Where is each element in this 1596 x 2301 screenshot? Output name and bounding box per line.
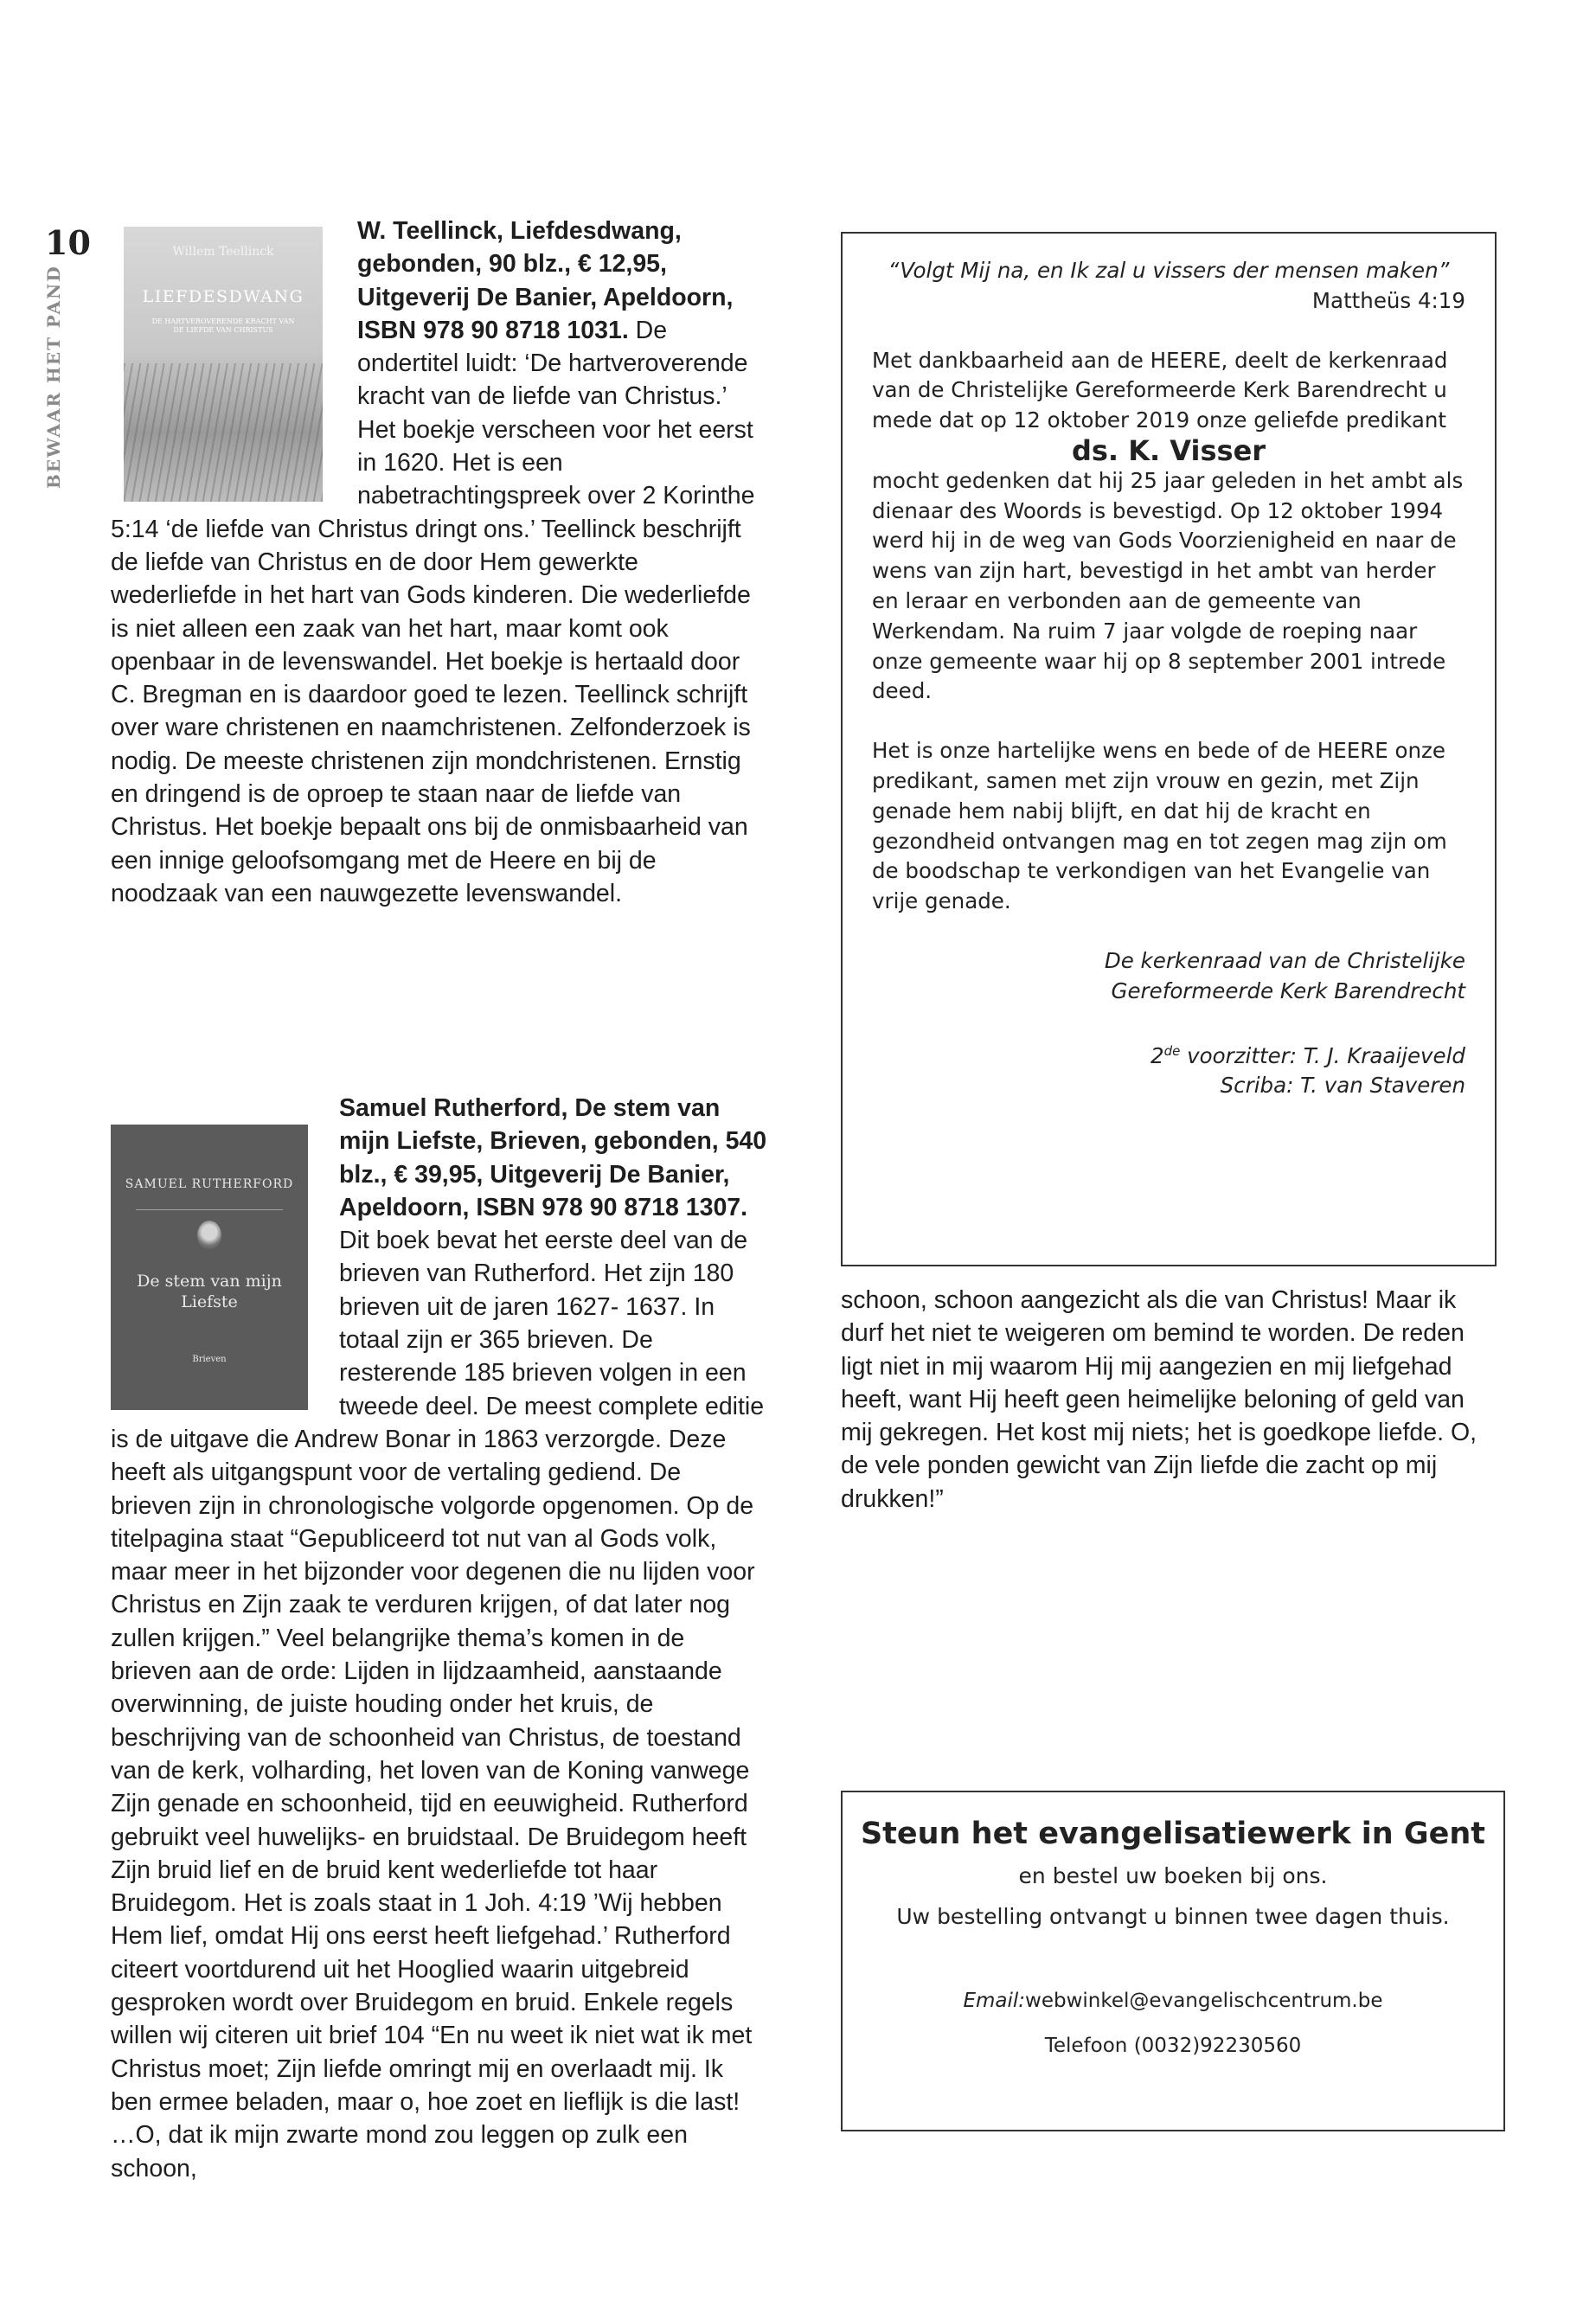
cover-author: SAMUEL RUTHERFORD — [125, 1177, 294, 1191]
cover-subtitle: DE HARTVEROVERENDE KRACHT VAN DE LIEFDE VAN CHRISTUS — [151, 317, 295, 334]
book-review-teellinck — [111, 215, 768, 1080]
notice-wish: Het is onze hartelijke wens en bede of de HEERE onze predikant, samen met zijn vrouw en gezin, met Zijn genade hem nabij blijft, en dat hij de kracht en gezondheid ontvangen mag en tot zegen mag zijn om de boodschap te verkondigen van het Evangelie van vrije genade. — [872, 738, 1447, 914]
side-label: BEWAAR HET PAND — [43, 265, 64, 489]
book-cover-liefdesdwang — [124, 227, 323, 502]
page-number: 10 — [45, 223, 91, 262]
book-review-rutherford — [111, 1092, 768, 2185]
promo-line-1: en bestel uw boeken bij ons. — [1018, 1863, 1328, 1888]
cover-author: Willem Teellinck — [172, 245, 274, 259]
book-heading: Samuel Rutherford, De stem van mijn Liefste, Brieven, gebonden, 540 blz., € 39,95, Uitgeverij De Banier, Apeldoorn, ISBN 978 90 8718 1307. — [339, 1094, 767, 1221]
book-body: De ondertitel luidt: ‘De hartveroverende kracht van de liefde van Christus.’ Het boekje verscheen voor het eerst in 1620. Het is een nabetrachtingspreek over 2 Korinthe 5:14 ‘de liefde van Christus dringt ons.’ Teellinck beschrijft de liefde van Christus en de door Hem gewerkte wederliefde in het hart van Gods kinderen. Die wederliefde is niet alleen een zaak van het hart, maar komt ook openbaar in de levenswandel. Het boekje is hertaald door C. Bregman en is daardoor goed te lezen. Teellinck schrijft over ware christenen en naamchristenen. Zelfonderzoek is nodig. De meeste christenen zijn mondchristenen. Ernstig en dringend is de oproep te staan naar de liefde van Christus. Het boekje bepaalt ons bij de onmisbaarheid van een innige geloofsomgang met de Heere en bij de noodzaak van een nauwgezette levenswandel. — [111, 316, 755, 907]
cover-divider — [136, 1209, 283, 1210]
book-body: Dit boek bevat het eerste deel van de brieven van Rutherford. Het zijn 180 brieven uit de jaren 1627- 1637. In totaal zijn er 365 brieven. De resterende 185 brieven volgen in een tweede deel. De meest complete editie is de uitgave die Andrew Bonar in 1863 verzorgde. Deze heeft als uitgangspunt voor de vertaling gediend. De brieven zijn in chronologische volgorde opgenomen. Op de titelpagina staat “Gepubliceerd tot nut van al Gods volk, maar meer in het bijzonder voor degenen die nu lijden voor Christus en Zijn zaak te verduren krijgen, of dat later nog zullen krijgen.” Veel belangrijke thema’s komen in de brieven aan de orde: Lijden in lijdzaamheid, aanstaande overwinning, de juiste houding onder het kruis, de beschrijving van de schoonheid van Christus, de toestand van de kerk, volharding, het loven van de Koning vanwege Zijn genade en schoonheid, tijd en eeuwigheid. Rutherford gebruikt veel huwelijks- en bruidstaal. De Bruidegom heeft Zijn bruid lief en de bruid kent wederliefde tot haar Bruidegom. Het is zoals staat in 1 Joh. 4:19 ’Wij hebben Hem lief, omdat Hij ons eerst heeft liefgehad.’ Rutherford citeert voortdurend uit het Hooglied waarin uitgebreid gesproken wordt over Bruidegom en bruid. Enkele regels willen wij citeren uit brief 104 “En nu weet ik niet wat ik met Christus moet; Zijn liefde omringt mij en overlaadt mij. Ik ben ermee beladen, maar o, hoe zoet en lieflijk is die last! …O, dat ik mijn zwarte mond zou leggen op zulk een schoon, — [111, 1227, 765, 2182]
left-column — [111, 215, 768, 2185]
promo-phone: Telefoon (0032)92230560 — [1044, 2035, 1302, 2057]
promo-line-2: Uw bestelling ontvangt u binnen twee dagen thuis. — [896, 1904, 1450, 1929]
anniversary-notice — [841, 232, 1497, 1266]
pastor-name: ds. K. Visser — [1071, 433, 1266, 467]
notice-quote-ref: Mattheüs 4:19 — [1311, 287, 1465, 313]
signature-line-1: De kerkenraad van de Christelijke — [1104, 947, 1465, 973]
portrait-icon — [197, 1221, 221, 1250]
book-review-continuation — [841, 1284, 1498, 1516]
cover-title: LIEFDESDWANG — [142, 287, 304, 307]
chair-line: 2de voorzitter: T. J. Kraaijeveld — [1151, 1042, 1465, 1068]
notice-intro: Met dankbaarheid aan de HEERE, deelt de kerkenraad van de Christelijke Gereformeerde Kerk Barendrecht u mede dat op 12 oktober 2019 onze geliefde predikant — [872, 347, 1448, 433]
promo-box — [841, 1791, 1505, 2131]
book-heading: W. Teellinck, Liefdesdwang, gebonden, 90 blz., € 12,95, Uitgeverij De Banier, Apeldoorn, ISBN 978 90 8718 1031. — [357, 217, 734, 344]
promo-email: Email:webwinkel@evangelischcentrum.be — [963, 1990, 1383, 2012]
scribe-line: Scriba: T. van Staveren — [1220, 1073, 1465, 1099]
notice-quote: “Volgt Mij na, en Ik zal u vissers der mensen maken” — [888, 258, 1450, 283]
promo-title: Steun het evangelisatiewerk in Gent — [860, 1817, 1486, 1851]
continuation-text: schoon, schoon aangezicht als die van Christus! Maar ik durf het niet te weigeren om bemind te worden. De reden ligt niet in mij waarom Hij mij aangezien en mij liefgehad heeft, want Hij heeft geen heimelijke beloning of geld van mij gekregen. Het kost mij niets; het is goedkope liefde. O, de vele ponden gewicht van Zijn liefde die zacht op mij drukken!” — [841, 1286, 1477, 1513]
cover-label: Brieven — [192, 1355, 227, 1365]
book-cover-stem-van-mijn-liefste — [111, 1125, 308, 1410]
notice-body: mocht gedenken dat hij 25 jaar geleden in het ambt als dienaar des Woords is bevestigd. Op 12 oktober 1994 werd hij in de weg van Gods Voorzienigheid en naar de wens van zijn hart, bevestigd in het ambt van herder en leraar en verbonden aan de gemeente van Werkendam. Na ruim 7 jaar volgde de roeping naar onze gemeente waar hij op 8 september 2001 intrede deed. — [872, 467, 1464, 704]
email-link[interactable]: webwinkel@evangelischcentrum.be — [1025, 1990, 1383, 2012]
signature-line-2: Gereformeerde Kerk Barendrecht — [1111, 977, 1465, 1003]
cover-title: De stem van mijn Liefste — [137, 1272, 282, 1312]
cover-grass-image — [124, 363, 323, 502]
